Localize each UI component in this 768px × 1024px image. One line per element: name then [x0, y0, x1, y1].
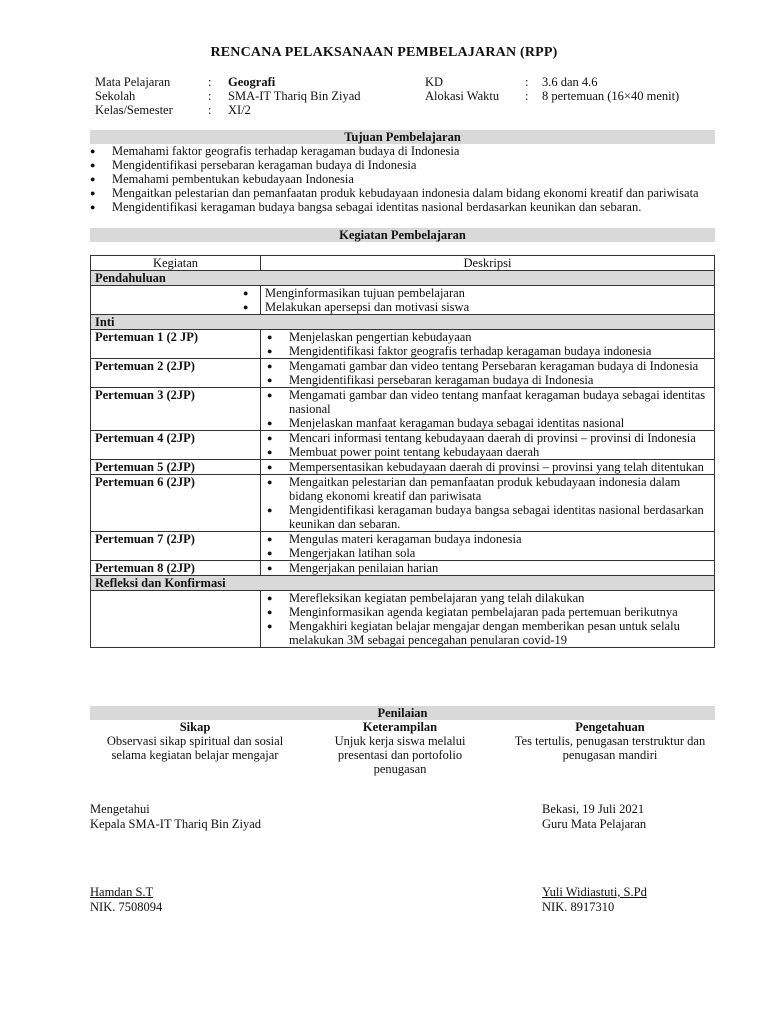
table-row [91, 359, 715, 388]
section-refleksi: Refleksi dan Konfirmasi [91, 576, 715, 591]
section-row [91, 271, 715, 286]
pertemuan-deskripsi [261, 431, 715, 460]
pertemuan-label: Pertemuan 4 (2JP) [91, 431, 261, 460]
list-item: ● Merefleksikan kegiatan pembelajaran yang telah dilakukan [261, 591, 714, 605]
pertemuan-label: Pertemuan 6 (2JP) [91, 475, 261, 532]
list-item: ● Mengamati gambar dan video tentang Persebaran keragaman budaya di Indonesia [261, 359, 714, 373]
kegiatan-heading: Kegiatan Pembelajaran [90, 228, 715, 242]
info-colon: : [208, 75, 212, 89]
info-value: Geografi [228, 75, 276, 89]
info-label: Alokasi Waktu [425, 89, 500, 103]
info-value: SMA-IT Thariq Bin Ziyad [228, 89, 361, 103]
table-row [91, 532, 715, 561]
table-row [91, 431, 715, 460]
list-item: ● Memahami pembentukan kebudayaan Indonesia [90, 172, 715, 186]
penilaian-sikap [105, 720, 285, 762]
list-item: ● Membuat power point tentang kebudayaan daerah [261, 445, 714, 459]
info-row-kd [425, 75, 679, 89]
info-value: 8 pertemuan (16×40 menit) [542, 89, 680, 103]
penilaian-heading: Penilaian [90, 706, 715, 720]
pertemuan-label: Pertemuan 1 (2 JP) [91, 330, 261, 359]
pertemuan-label: Pertemuan 8 (2JP) [91, 561, 261, 576]
info-label: Mata Pelajaran [95, 75, 171, 89]
signature-right [542, 802, 646, 832]
info-colon: : [208, 103, 212, 117]
pertemuan-deskripsi [261, 330, 715, 359]
list-item: ● Mengulas materi keragaman budaya indonesia [261, 532, 714, 546]
signature-left-name [90, 885, 162, 915]
signature-right-name [542, 885, 647, 915]
table-row [91, 475, 715, 532]
info-label: Sekolah [95, 89, 136, 103]
col-kegiatan-header: Kegiatan [91, 256, 261, 271]
section-row [91, 576, 715, 591]
pertemuan-label: Pertemuan 5 (2JP) [91, 460, 261, 475]
info-label: KD [425, 75, 444, 89]
signature-line: Bekasi, 19 Juli 2021 [542, 802, 645, 816]
pertemuan-label: Pertemuan 2 (2JP) [91, 359, 261, 388]
info-row-sekolah [95, 89, 361, 103]
pertemuan-deskripsi [261, 460, 715, 475]
list-item: ● Menjelaskan pengertian kebudayaan [261, 330, 714, 344]
pertemuan-deskripsi [261, 475, 715, 532]
pertemuan-label: Pertemuan 7 (2JP) [91, 532, 261, 561]
bullet-icon: ● [243, 302, 249, 312]
table-row [91, 388, 715, 431]
list-item: ● Mengaitkan pelestarian dan pemanfaatan produk kebudayaan indonesia dalam bidang ekonomi kreatif dan pariwisata [90, 186, 715, 200]
section-inti: Inti [91, 315, 715, 330]
penilaian-keterampilan-heading: Keterampilan [362, 720, 438, 734]
list-item: ● Mengidentifikasi keragaman budaya bangsa sebagai identitas nasional berdasarkan keunikan dan sebaran. [261, 503, 714, 531]
table-row [91, 460, 715, 475]
tujuan-heading: Tujuan Pembelajaran [90, 130, 715, 144]
info-right [425, 75, 679, 103]
section-row [91, 315, 715, 330]
table-row [91, 286, 715, 315]
list-item: ● Mengidentifikasi persebaran keragaman budaya di Indonesia [261, 373, 714, 387]
list-item: ● Mengidentifikasi persebaran keragaman budaya di Indonesia [90, 158, 715, 172]
list-item: ● Mengakhiri kegiatan belajar mengajar dengan memberikan pesan untuk selalu melakukan 3M sebagai pencegahan penularan covid-19 [261, 619, 714, 647]
penilaian-sikap-heading: Sikap [179, 720, 211, 734]
list-item: ● Mengamati gambar dan video tentang manfaat keragaman budaya sebagai identitas nasional [261, 388, 714, 416]
refleksi-deskripsi [261, 591, 715, 648]
pertemuan-deskripsi [261, 561, 715, 576]
penilaian-pengetahuan [510, 720, 710, 762]
list-item: ● Mencari informasi tentang kebudayaan daerah di provinsi – provinsi di Indonesia [261, 431, 714, 445]
list-item: ● Menjelaskan manfaat keragaman budaya sebagai identitas nasional [261, 416, 714, 430]
info-row-mata-pelajaran [95, 75, 361, 89]
section-pendahuluan: Pendahuluan [91, 271, 715, 286]
pertemuan-deskripsi [261, 388, 715, 431]
signature-line: Kepala SMA-IT Thariq Bin Ziyad [90, 817, 262, 831]
list-item: ● Memahami faktor geografis terhadap keragaman budaya di Indonesia [90, 144, 715, 158]
pertemuan-deskripsi [261, 532, 715, 561]
refleksi-empty-cell [91, 591, 261, 648]
tujuan-list [90, 144, 715, 214]
bullet-icon: ● [243, 288, 249, 298]
info-label: Kelas/Semester [95, 103, 173, 117]
list-item: ● Mengerjakan penilaian harian [261, 561, 714, 575]
penilaian-pengetahuan-text: Tes tertulis, penugasan terstruktur dan penugasan mandiri [514, 734, 706, 762]
document-title: RENCANA PELAKSANAAN PEMBELAJARAN (RPP) [210, 45, 558, 60]
penilaian-keterampilan [315, 720, 485, 776]
pendahuluan-bullets-cell [91, 286, 261, 315]
signatory-name: Yuli Widiastuti, S.Pd [542, 885, 647, 899]
info-value: XI/2 [228, 103, 251, 117]
list-item: ● Mengerjakan latihan sola [261, 546, 714, 560]
info-colon: : [208, 89, 212, 103]
signatory-name: Hamdan S.T [90, 885, 154, 899]
table-row [91, 591, 715, 648]
list-item: ● Menginformasikan agenda kegiatan pembelajaran pada pertemuan berikutnya [261, 605, 714, 619]
col-deskripsi-header: Deskripsi [261, 256, 715, 271]
table-row [91, 330, 715, 359]
signature-line: Mengetahui [90, 802, 150, 816]
penilaian-sikap-text: Observasi sikap spiritual dan sosial selama kegiatan belajar mengajar [106, 734, 284, 762]
signature-line: Guru Mata Pelajaran [542, 817, 647, 831]
table-header-row [91, 256, 715, 271]
info-colon: : [525, 75, 529, 89]
penilaian-pengetahuan-heading: Pengetahuan [575, 720, 645, 734]
pertemuan-label: Pertemuan 3 (2JP) [91, 388, 261, 431]
list-item: Menginformasikan tujuan pembelajaran [265, 286, 465, 300]
pertemuan-deskripsi [261, 359, 715, 388]
signatory-nik: NIK. 8917310 [542, 900, 615, 914]
penilaian-keterampilan-text: Unjuk kerja siswa melalui presentasi dan portofolio penugasan [334, 734, 466, 776]
pendahuluan-deskripsi [261, 286, 715, 315]
list-item: ● Mengidentifikasi keragaman budaya bangsa sebagai identitas nasional berdasarkan keunikan dan sebaran. [90, 200, 715, 214]
info-left [95, 75, 361, 117]
list-item: ● Mempersentasikan kebudayaan daerah di provinsi – provinsi yang telah ditentukan [261, 460, 714, 474]
list-item: Melakukan apersepsi dan motivasi siswa [265, 300, 470, 314]
info-value: 3.6 dan 4.6 [542, 75, 598, 89]
info-colon: : [525, 89, 529, 103]
list-item: ● Mengidentifikasi faktor geografis terhadap keragaman budaya indonesia [261, 344, 714, 358]
kegiatan-table [90, 255, 715, 648]
info-row-kelas [95, 103, 361, 117]
list-item: ● Mengaitkan pelestarian dan pemanfaatan produk kebudayaan indonesia dalam bidang ekonomi kreatif dan pariwisata [261, 475, 714, 503]
signature-left [90, 802, 261, 832]
info-row-alokasi [425, 89, 679, 103]
signatory-nik: NIK. 7508094 [90, 900, 163, 914]
table-row [91, 561, 715, 576]
